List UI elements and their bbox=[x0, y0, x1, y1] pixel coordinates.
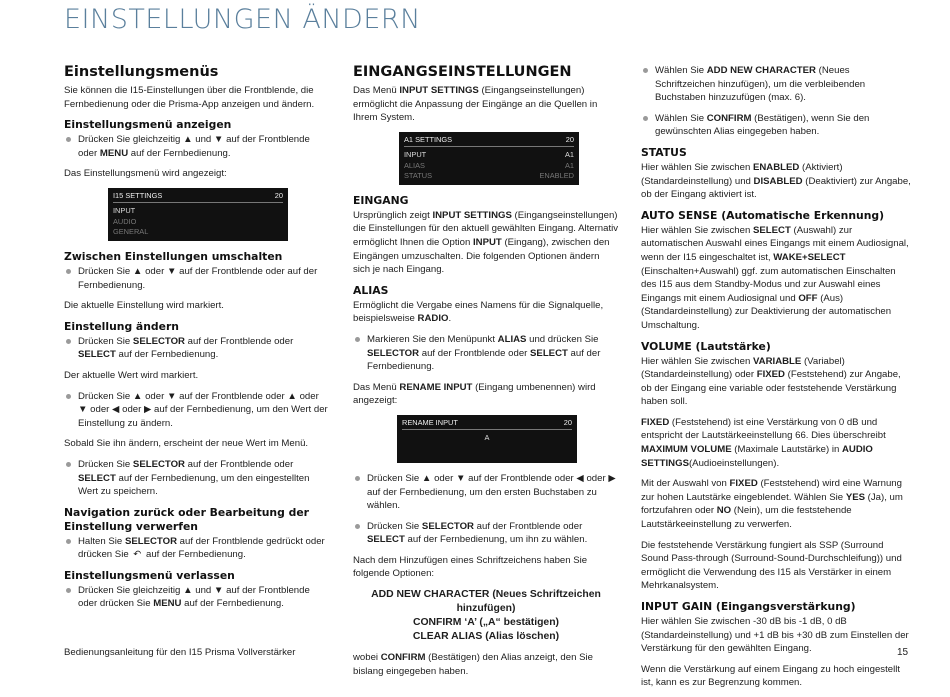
screen-title: A1 SETTINGS bbox=[404, 134, 453, 144]
paragraph-intro: Sie können die I15-Einstellungen über die Frontblende, die Fernbedienung oder die Prisma-App anzeigen und ändern. bbox=[64, 85, 315, 110]
display-screen-rename bbox=[397, 415, 577, 463]
left-arrow-icon: ◀ bbox=[112, 404, 120, 416]
bullet-menu-anzeigen: Drücken Sie gleichzeitig ▲ und ▼ auf der Frontblende oder MENU auf der Fernbedienung. bbox=[64, 133, 328, 160]
page-number: 15 bbox=[897, 647, 909, 658]
section-heading-einstellungsmenues: Einstellungsmenüs bbox=[64, 64, 219, 80]
bullet-confirm: Wählen Sie CONFIRM (Bestätigen), wenn Sie den gewünschten Alias eingegeben haben. bbox=[641, 112, 911, 139]
bullet-select: Drücken Sie SELECTOR auf der Frontblende oder SELECT auf der Fernbedienung. bbox=[64, 335, 328, 362]
column-middle bbox=[353, 62, 619, 685]
paragraph-alias: Ermöglicht die Vergabe eines Namens für die Signalquelle, beispielsweise RADIO. bbox=[353, 299, 604, 325]
page-footer: Bedienungsanleitung für den I15 Prisma Vollverstärker bbox=[64, 647, 296, 658]
display-screen-settings bbox=[108, 188, 288, 241]
right-arrow-icon: ▶ bbox=[608, 472, 616, 484]
subheading-verlassen: Einstellungsmenü verlassen bbox=[64, 568, 235, 582]
paragraph-ssp: Die feststehende Verstärkung fungiert als SSP (Surround Sound Pass-through (Surround-Sound-Durchschleifung)) und ermöglicht die Verwendung des I15 als Verstärker in einem Mehrkanalsystem. bbox=[641, 539, 902, 592]
paragraph-status: Hier wählen Sie zwischen ENABLED (Aktiviert) (Standardeinstellung) und DISABLED (Deaktiviert) zur Angabe, ob der Eingang aktiviert ist. bbox=[641, 161, 911, 201]
bullet-first-letter: Drücken Sie ▲ oder ▼ auf der Frontblende oder ◀ oder ▶ auf der Fernbedienung, um den ersten Buchstaben zu wählen. bbox=[353, 472, 619, 513]
subheading-navigation: Navigation zurück oder Bearbeitung der Einstellung verwerfen bbox=[64, 505, 309, 533]
paragraph-input-settings: Das Menü INPUT SETTINGS (Eingangseinstellungen) ermöglicht die Anpassung der Eingänge an die Quellen in Ihrem System. bbox=[353, 85, 598, 124]
paragraph-after-add: Nach dem Hinzufügen eines Schriftzeichens haben Sie folgende Optionen: bbox=[353, 554, 588, 580]
paragraph-rename: Das Menü RENAME INPUT (Eingang umbenennen) wird angezeigt: bbox=[353, 381, 596, 407]
display-screen-a1-settings: A1 SETTINGS 20 INPUT A1 ALIAS A1 STATUS ENABLED bbox=[399, 132, 579, 185]
bullet-change-value: Drücken Sie ▲ oder ▼ auf der Frontblende oder ▲ oder ▼ oder ◀ oder ▶ auf der Fernbedienung, um den Wert der Einstellung zu ändern. bbox=[64, 390, 328, 431]
up-arrow-icon: ▲ bbox=[132, 390, 143, 402]
bullet-verlassen: Drücken Sie gleichzeitig ▲ und ▼ auf der Frontblende oder drücken Sie MENU auf der Fernbedienung. bbox=[64, 584, 328, 611]
paragraph-marked: Die aktuelle Einstellung wird markiert. bbox=[64, 300, 224, 312]
page-title: EINSTELLUNGEN ÄNDERN bbox=[64, 4, 421, 35]
screen-value: 20 bbox=[274, 190, 283, 200]
paragraph-input-gain: Hier wählen Sie zwischen -30 dB bis -1 dB, 0 dB (Standardeinstellung) und +1 dB bis +30 dB zum Einstellen der Verstärkung für den gewählten Eingang. bbox=[641, 616, 909, 655]
down-arrow-icon: ▼ bbox=[455, 472, 466, 484]
paragraph-value-marked: Der aktuelle Wert wird markiert. bbox=[64, 369, 199, 381]
down-arrow-icon: ▼ bbox=[166, 265, 177, 277]
screen-title: RENAME INPUT bbox=[402, 417, 458, 427]
down-arrow-icon: ▼ bbox=[78, 404, 88, 416]
left-arrow-icon: ◀ bbox=[576, 472, 584, 484]
screen-title: I15 SETTINGS bbox=[113, 190, 163, 200]
down-arrow-icon: ▼ bbox=[213, 134, 224, 146]
bullet-select-letter: Drücken Sie SELECTOR auf der Frontblende oder SELECT auf der Fernbedienung, um ihn zu wählen. bbox=[353, 520, 619, 547]
options-list bbox=[353, 588, 619, 644]
option-confirm: CONFIRM ‘A’ („A“ bestätigen) bbox=[412, 617, 560, 629]
section-heading-eingangseinstellungen: EINGANGSEINSTELLUNGEN bbox=[353, 64, 572, 80]
paragraph-warning: Mit der Auswahl von FIXED (Feststehend) wird eine Warnung zur hohen Lautstärke eingeblendet. Wählen Sie YES (Ja), um fortzufahren oder NO (Nein), um die feststehende Lautstärkeeinstellung zu verwerfen. bbox=[641, 478, 903, 531]
paragraph-limit: Wenn die Verstärkung auf einem Eingang zu hoch eingestellt ist, kann es zur Begrenzung kommen. bbox=[641, 663, 901, 689]
screen-item-audio: AUDIO bbox=[113, 216, 137, 226]
subheading-umschalten: Zwischen Einstellungen umschalten bbox=[64, 249, 283, 263]
bullet-navigation: Halten Sie SELECTOR auf der Frontblende gedrückt oder drücken Sie ↶ auf der Fernbedienung. bbox=[64, 535, 328, 562]
down-arrow-icon: ▼ bbox=[166, 390, 177, 402]
subheading-alias: ALIAS bbox=[353, 283, 389, 297]
paragraph-auto-sense: Hier wählen Sie zwischen SELECT (Auswahl) zur automatischen Auswahl eines Eingangs mit einem Audiosignal, wenn der I15 eingeschaltet ist, WAKE+SELECT (Einschalten+Auswahl) ggf. zum automatischen Einschalten des I15 aus dem Standby-Modus und zur Auswahl eines Eingangs mit einem Audiosignal und OFF (Aus) (Standardeinstellung) zur Deaktivierung der automatischen Umschaltung. bbox=[641, 224, 909, 331]
column-right bbox=[641, 64, 911, 697]
screen-value: 20 bbox=[565, 134, 574, 144]
screen-value: 20 bbox=[563, 417, 572, 427]
bullet-save-value: Drücken Sie SELECTOR auf der Frontblende oder SELECT auf der Fernbedienung, um den eingestellten Wert zu speichern. bbox=[64, 458, 328, 499]
paragraph-confirm: wobei CONFIRM (Bestätigen) den Alias anzeigt, den Sie bislang eingegeben haben. bbox=[353, 652, 593, 677]
paragraph-menu-shown: Das Einstellungsmenü wird angezeigt: bbox=[64, 168, 227, 180]
paragraph-volume: Hier wählen Sie zwischen VARIABLE (Variabel) (Standardeinstellung) oder FIXED (Feststehend) zur Angabe, ob der Eingang eine variable oder feststehende Verstärkung haben soll. bbox=[641, 355, 901, 408]
paragraph-fixed: FIXED (Feststehend) ist eine Verstärkung von 0 dB und entspricht der Lautstärkeeinstellung 66. Dies überschreibt MAXIMUM VOLUME (Maximale Lautstärke) in AUDIO SETTINGS(Audioeinstellungen). bbox=[641, 416, 886, 469]
right-arrow-icon: ▶ bbox=[143, 404, 152, 416]
paragraph-eingang: Ursprünglich zeigt INPUT SETTINGS (Eingangseinstellungen) die Einstellungen für den aktuell gewählten Eingang. Alternativ ermöglicht Ihnen die Option INPUT (Eingang), zwischen den Eingängen umzuschalten. Die folgenden Optionen ändern sich je nach Eingang. bbox=[353, 209, 619, 276]
subheading-menu-anzeigen: Einstellungsmenü anzeigen bbox=[64, 118, 232, 132]
screen-item-input: INPUT bbox=[113, 206, 136, 216]
subheading-volume: VOLUME (Lautstärke) bbox=[641, 339, 771, 353]
down-arrow-icon: ▼ bbox=[213, 584, 224, 596]
bullet-add-character: Wählen Sie ADD NEW CHARACTER (Neues Schriftzeichen hinzufügen), um die verbleibenden Buchstaben hinzuzufügen (max. 6). bbox=[641, 64, 911, 105]
up-arrow-icon: ▲ bbox=[287, 390, 297, 402]
up-arrow-icon: ▲ bbox=[132, 265, 143, 277]
back-icon: ↶ bbox=[133, 549, 142, 561]
subheading-input-gain: INPUT GAIN (Eingangsverstärkung) bbox=[641, 600, 856, 613]
option-clear-alias: CLEAR ALIAS (Alias löschen) bbox=[412, 631, 560, 643]
bullet-alias: Markieren Sie den Menüpunkt ALIAS und drücken Sie SELECTOR auf der Frontblende oder SELECT auf der Fernbedienung. bbox=[353, 333, 619, 374]
column-left bbox=[64, 62, 328, 618]
subheading-status: STATUS bbox=[641, 145, 687, 159]
up-arrow-icon: ▲ bbox=[421, 472, 432, 484]
screen-item-general: GENERAL bbox=[113, 227, 149, 237]
paragraph-new-value: Sobald Sie ihn ändern, erscheint der neue Wert im Menü. bbox=[64, 438, 309, 450]
screen-entry: A bbox=[484, 433, 490, 443]
bullet-umschalten: Drücken Sie ▲ oder ▼ auf der Frontblende oder auf der Fernbedienung. bbox=[64, 265, 328, 292]
up-arrow-icon: ▲ bbox=[183, 134, 193, 146]
up-arrow-icon: ▲ bbox=[183, 584, 193, 596]
subheading-aendern: Einstellung ändern bbox=[64, 319, 179, 333]
subheading-eingang: EINGANG bbox=[353, 193, 409, 207]
subheading-auto-sense: AUTO SENSE (Automatische Erkennung) bbox=[641, 208, 885, 222]
option-add-new-character: ADD NEW CHARACTER (Neues Schriftzeichen hinzufügen) bbox=[371, 589, 601, 615]
